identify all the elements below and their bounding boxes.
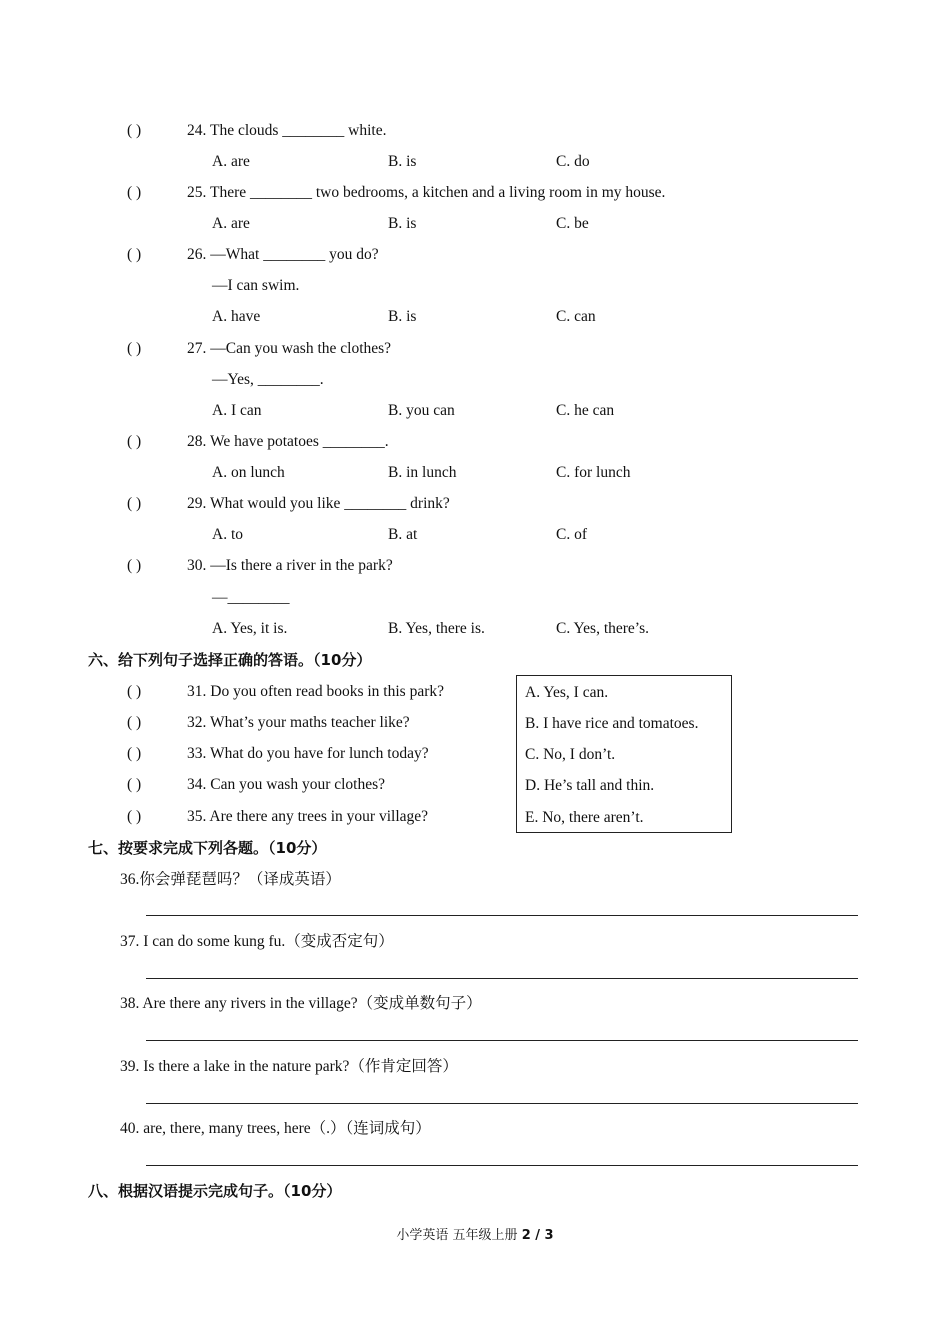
answer-paren[interactable]: ( ): [127, 433, 142, 450]
option-c: C. Yes, there’s.: [556, 620, 650, 637]
task-37: 37. I can do some kung fu.（变成否定句）: [120, 933, 394, 950]
page-number: 2 / 3: [521, 1228, 554, 1243]
question-stem: 27. —Can you wash the clothes?: [187, 340, 392, 357]
answer-paren[interactable]: ( ): [127, 745, 142, 762]
matching-question: 35. Are there any trees in your village?: [187, 808, 429, 825]
matching-question: 33. What do you have for lunch today?: [187, 745, 429, 762]
option-c: C. can: [556, 308, 596, 325]
answer-paren[interactable]: ( ): [127, 495, 142, 512]
matching-question: 31. Do you often read books in this park?: [187, 683, 444, 700]
section-6-heading: 六、给下列句子选择正确的答语。（10分）: [88, 651, 372, 669]
option-a: A. have: [212, 308, 261, 325]
page-footer: [0, 1224, 950, 1243]
section-7-heading: 七、按要求完成下列各题。（10分）: [88, 839, 327, 857]
answer-paren[interactable]: ( ): [127, 122, 142, 139]
question-reply: —I can swim.: [212, 277, 300, 294]
answer-paren[interactable]: ( ): [127, 714, 142, 731]
answer-option: A. Yes, I can.: [525, 684, 609, 701]
answer-line[interactable]: [146, 978, 858, 979]
answer-paren[interactable]: ( ): [127, 683, 142, 700]
task-36: 36.你会弹琵琶吗？（译成英语）: [120, 871, 341, 888]
answer-option: B. I have rice and tomatoes.: [525, 715, 699, 732]
answer-paren[interactable]: ( ): [127, 184, 142, 201]
option-c: C. of: [556, 526, 587, 543]
option-c: C. do: [556, 153, 590, 170]
answer-line[interactable]: [146, 1040, 858, 1041]
answer-option: E. No, there aren’t.: [525, 809, 644, 826]
answer-paren[interactable]: ( ): [127, 340, 142, 357]
answer-paren[interactable]: ( ): [127, 557, 142, 574]
question-stem: 25. There ________ two bedrooms, a kitchen and a living room in my house.: [187, 184, 666, 201]
question-stem: 26. —What ________ you do?: [187, 246, 379, 263]
option-a: A. are: [212, 215, 250, 232]
section-8-heading: 八、根据汉语提示完成句子。（10分）: [88, 1182, 342, 1200]
answer-options-box: [516, 675, 732, 833]
answer-paren[interactable]: ( ): [127, 246, 142, 263]
option-c: C. be: [556, 215, 589, 232]
footer-label: 小学英语 五年级上册: [396, 1228, 518, 1243]
matching-question: 34. Can you wash your clothes?: [187, 776, 386, 793]
option-b: B. Yes, there is.: [388, 620, 485, 637]
answer-option: D. He’s tall and thin.: [525, 777, 655, 794]
task-40: 40. are, there, many trees, here（.）（连词成句）: [120, 1120, 431, 1137]
question-stem: 29. What would you like ________ drink?: [187, 495, 450, 512]
option-a: A. Yes, it is.: [212, 620, 288, 637]
matching-question: 32. What’s your maths teacher like?: [187, 714, 410, 731]
question-stem: 28. We have potatoes ________.: [187, 433, 389, 450]
answer-line[interactable]: [146, 915, 858, 916]
task-39: 39. Is there a lake in the nature park?（作肯定回答）: [120, 1058, 458, 1075]
option-b: B. is: [388, 308, 417, 325]
option-a: A. are: [212, 153, 250, 170]
task-38: 38. Are there any rivers in the village?（变成单数句子）: [120, 995, 482, 1012]
answer-option: C. No, I don’t.: [525, 746, 616, 763]
question-reply: —Yes, ________.: [212, 371, 324, 388]
option-a: A. on lunch: [212, 464, 285, 481]
question-reply: —________: [212, 589, 290, 606]
option-c: C. for lunch: [556, 464, 631, 481]
option-b: B. in lunch: [388, 464, 457, 481]
option-c: C. he can: [556, 402, 615, 419]
answer-paren[interactable]: ( ): [127, 776, 142, 793]
option-a: A. to: [212, 526, 243, 543]
answer-paren[interactable]: ( ): [127, 808, 142, 825]
option-b: B. at: [388, 526, 418, 543]
question-stem: 24. The clouds ________ white.: [187, 122, 387, 139]
option-a: A. I can: [212, 402, 262, 419]
option-b: B. is: [388, 153, 417, 170]
answer-line[interactable]: [146, 1103, 858, 1104]
option-b: B. is: [388, 215, 417, 232]
option-b: B. you can: [388, 402, 455, 419]
answer-line[interactable]: [146, 1165, 858, 1166]
question-stem: 30. —Is there a river in the park?: [187, 557, 393, 574]
